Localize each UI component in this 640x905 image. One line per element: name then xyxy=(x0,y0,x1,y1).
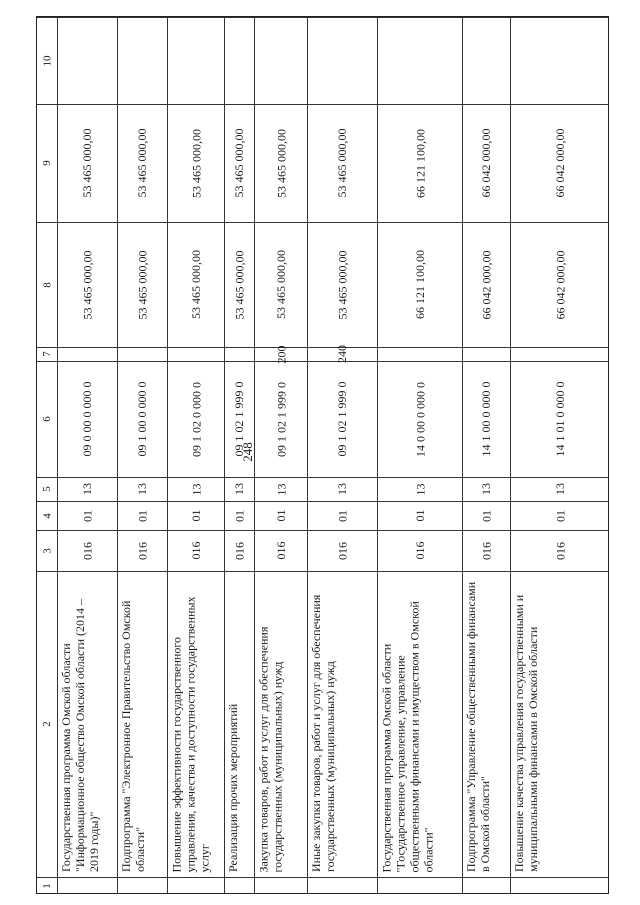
row-cell-c6: 14 1 01 0 000 0 xyxy=(553,381,567,457)
row-cell-c3: 016 xyxy=(553,541,567,560)
row-cell-c4: 01 xyxy=(232,509,246,522)
column-header-9: 9 xyxy=(41,160,53,166)
row-name: Повышение эффективности государственного управления, качества и доступности государственных услуг xyxy=(169,595,211,872)
row-cell-c10 xyxy=(464,20,508,101)
row-name: Закупка товаров, работ и услуг для обеспечения государственных (муниципальных) нужд xyxy=(256,626,284,872)
row-cell-c3: 016 xyxy=(273,541,288,560)
row-cell-c10 xyxy=(59,20,115,101)
row-name: Государственная программа Омской области "Государственное управление, управление общественными финансами и имуществом в Омской области" xyxy=(379,600,435,872)
row-cell-c4: 01 xyxy=(412,509,427,522)
row-cell-c3: 016 xyxy=(188,541,203,560)
row-cell-c8: 53 465 000,00 xyxy=(188,250,203,319)
row-cell-c4: 01 xyxy=(479,509,493,522)
column-header-10: 10 xyxy=(41,55,53,66)
row-cell-c6: 09 1 02 1 999 0 xyxy=(273,381,288,457)
column-header-3: 3 xyxy=(41,547,53,554)
column-divider xyxy=(37,361,608,362)
column-divider xyxy=(37,347,608,348)
column-header-1: 1 xyxy=(41,883,53,889)
row-cell-c5: 13 xyxy=(188,483,203,495)
row-cell-c8: 53 465 000,00 xyxy=(80,250,94,319)
row-cell-c8: 66 042 000,00 xyxy=(479,250,493,319)
column-header-6: 6 xyxy=(41,416,53,422)
row-cell-c6: 14 1 00 0 000 0 xyxy=(479,381,493,457)
column-header-5: 5 xyxy=(41,486,53,492)
column-divider xyxy=(37,501,608,502)
row-name: Подпрограмма "Управление общественными финансами в Омской области" xyxy=(464,581,492,872)
row-name: Государственная программа Омской области "Информационное общество Омской области (2014 – 2019 годы)" xyxy=(59,598,101,872)
row-divider xyxy=(57,17,58,893)
row-cell-c4: 01 xyxy=(188,509,203,522)
row-cell-c6: 09 1 02 1 999 0 xyxy=(232,381,246,457)
row-cell-c8: 66 121 100,00 xyxy=(412,250,427,319)
row-cell-c4: 01 xyxy=(80,509,94,522)
row-cell-c10 xyxy=(226,20,252,101)
row-cell-c9: 66 121 100,00 xyxy=(412,128,427,198)
row-cell-c6: 09 1 02 1 999 0 xyxy=(335,381,349,457)
row-divider xyxy=(307,17,308,893)
row-cell-c9: 53 465 000,00 xyxy=(232,128,246,198)
row-cell-c6: 09 1 02 0 000 0 xyxy=(188,381,203,457)
row-cell-c7 xyxy=(169,350,222,358)
row-cell-c8: 53 465 000,00 xyxy=(232,250,246,319)
row-name: Реализация прочих мероприятий xyxy=(226,703,240,872)
page-number: 248 xyxy=(240,442,255,462)
row-cell-c7 xyxy=(59,350,115,358)
row-divider xyxy=(254,17,255,893)
column-divider xyxy=(37,222,608,223)
row-cell-c8: 53 465 000,00 xyxy=(135,250,149,319)
row-cell-c5: 13 xyxy=(80,483,94,495)
row-cell-c9: 66 042 000,00 xyxy=(479,128,493,198)
column-divider xyxy=(37,571,608,572)
row-cell-c10 xyxy=(379,20,460,101)
row-name: Иные закупки товаров, работ и услуг для обеспечения государственных (муниципальных) нужд xyxy=(309,594,337,872)
row-cell-c9: 53 465 000,00 xyxy=(273,128,288,198)
row-divider xyxy=(462,17,463,893)
row-cell-c3: 016 xyxy=(80,541,94,560)
row-name: Повышение качества управления государственными и муниципальными финансами в Омской области xyxy=(512,594,540,872)
row-cell-c7 xyxy=(464,350,508,358)
row-cell-c9: 53 465 000,00 xyxy=(80,128,94,198)
row-cell-c5: 13 xyxy=(232,483,246,495)
row-divider xyxy=(117,17,118,893)
row-cell-c10 xyxy=(512,20,608,101)
row-cell-c6: 09 0 00 0 000 0 xyxy=(80,381,94,457)
row-cell-c5: 13 xyxy=(273,483,288,495)
column-divider xyxy=(37,17,608,18)
budget-table xyxy=(36,16,609,894)
row-cell-c5: 13 xyxy=(135,483,149,495)
row-cell-c4: 01 xyxy=(135,509,149,522)
row-cell-c7: 240 xyxy=(335,345,349,363)
row-name: Подпрограмма "Электронное Правительство Омской области" xyxy=(119,600,147,872)
row-cell-c5: 13 xyxy=(335,483,349,495)
row-cell-c7: 200 xyxy=(273,345,288,363)
row-cell-c5: 13 xyxy=(553,483,567,495)
column-header-4: 4 xyxy=(41,512,53,519)
row-divider xyxy=(377,17,378,893)
row-cell-c7 xyxy=(512,350,608,358)
column-divider xyxy=(37,530,608,531)
column-header-8: 8 xyxy=(41,281,53,288)
row-cell-c10 xyxy=(309,20,375,101)
row-cell-c5: 13 xyxy=(412,483,427,495)
row-cell-c10 xyxy=(119,20,165,101)
row-cell-c5: 13 xyxy=(479,483,493,495)
row-cell-c3: 016 xyxy=(479,541,493,560)
row-cell-c4: 01 xyxy=(273,509,288,522)
row-cell-c7 xyxy=(379,350,460,358)
row-cell-c9: 66 042 000,00 xyxy=(553,128,567,198)
row-cell-c8: 53 465 000,00 xyxy=(335,250,349,319)
row-cell-c4: 01 xyxy=(335,509,349,522)
row-divider xyxy=(167,17,168,893)
row-cell-c3: 016 xyxy=(232,541,246,560)
column-divider xyxy=(37,104,608,105)
row-cell-c3: 016 xyxy=(335,541,349,560)
row-cell-c9: 53 465 000,00 xyxy=(135,128,149,198)
row-cell-c3: 016 xyxy=(135,541,149,560)
row-cell-c9: 53 465 000,00 xyxy=(335,128,349,198)
column-header-2: 2 xyxy=(41,721,53,727)
row-cell-c8: 53 465 000,00 xyxy=(273,250,288,319)
row-cell-c10 xyxy=(256,20,305,101)
row-cell-c9: 53 465 000,00 xyxy=(188,128,203,198)
column-header-7: 7 xyxy=(41,351,53,357)
column-divider xyxy=(37,477,608,478)
row-divider xyxy=(224,17,225,893)
row-cell-c3: 016 xyxy=(412,541,427,560)
row-cell-c4: 01 xyxy=(553,509,567,522)
row-cell-c8: 66 042 000,00 xyxy=(553,250,567,319)
column-divider xyxy=(37,877,608,878)
row-cell-c10 xyxy=(169,20,222,101)
row-cell-c7 xyxy=(226,350,252,358)
row-cell-c7 xyxy=(119,350,165,358)
row-cell-c6: 14 0 00 0 000 0 xyxy=(412,381,427,457)
row-divider xyxy=(510,17,511,893)
row-cell-c6: 09 1 00 0 000 0 xyxy=(135,381,149,457)
